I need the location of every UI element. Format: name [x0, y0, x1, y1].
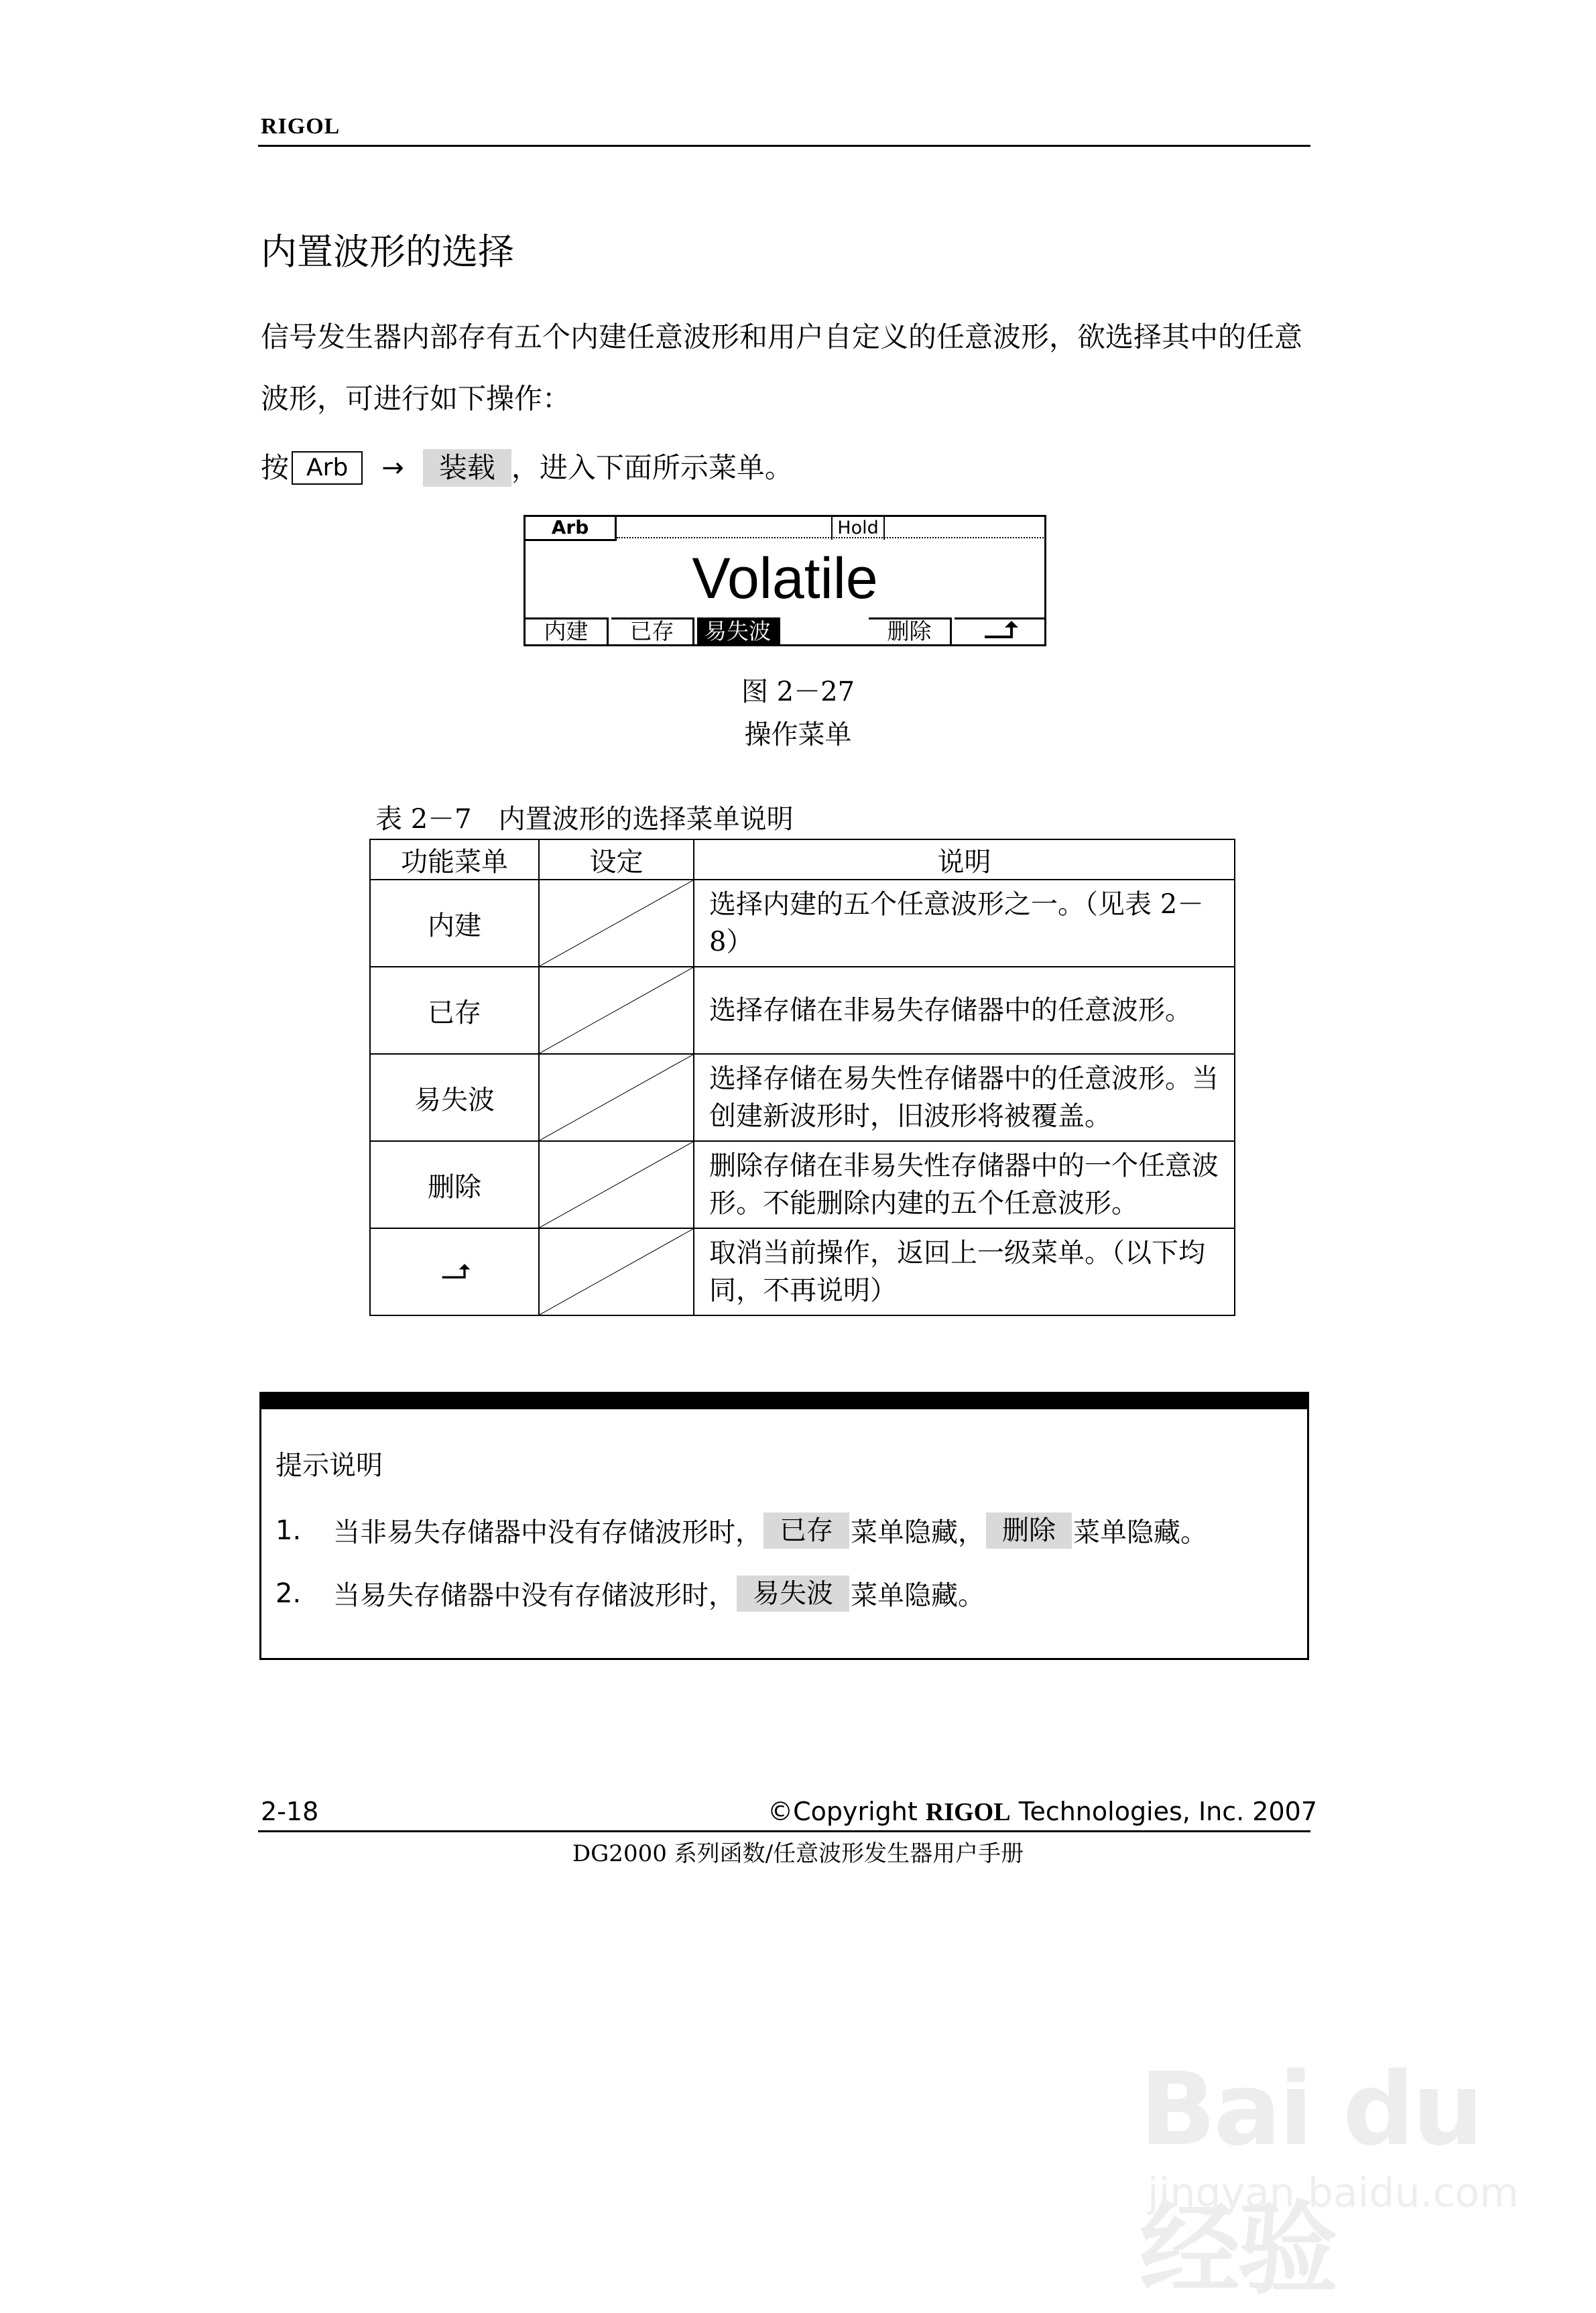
lcd-menu-builtin[interactable]: 内建 [526, 617, 609, 644]
lcd-hold-status: Hold [831, 517, 885, 540]
lcd-screen [524, 515, 1046, 646]
copyright [768, 1797, 1317, 1827]
tip-text: 菜单隐藏。 [851, 1580, 985, 1611]
row-function: 已存 [370, 967, 539, 1054]
header-rule [258, 145, 1310, 147]
intro-line-2: 波形，可进行如下操作： [261, 382, 571, 415]
row-setting-empty [539, 880, 694, 967]
header-description: 说明 [694, 839, 1235, 880]
volatile-softkey: 易失波 [737, 1576, 849, 1612]
instruction-rest: ，进入下面所示菜单。 [511, 451, 793, 484]
row-function: 删除 [370, 1141, 539, 1228]
figure-number: 图 2－27 [741, 676, 855, 707]
press-text: 按 [261, 451, 290, 484]
row-setting-empty [539, 1054, 694, 1141]
lcd-menu-return[interactable] [955, 617, 1044, 644]
header-setting: 设定 [539, 839, 694, 880]
return-icon [979, 619, 1020, 645]
lcd-status-bar [526, 517, 1044, 542]
tip-title: 提示说明 [275, 1450, 383, 1481]
table-row [370, 1141, 1235, 1228]
header-brand: RIGOL [261, 114, 341, 139]
row-description: 选择存储在非易失存储器中的任意波形。 [694, 967, 1235, 1054]
watermark-url: jingyan.baidu.com [1148, 2170, 1519, 2216]
intro-instruction [261, 449, 793, 487]
delete-softkey: 删除 [986, 1513, 1072, 1549]
tip-number: 2. [275, 1578, 302, 1609]
copyright-suffix: Technologies, Inc. 2007 [1018, 1797, 1317, 1826]
row-description: 选择内建的五个任意波形之一。（见表 2－8） [694, 880, 1235, 967]
copyright-brand: RIGOL [925, 1798, 1011, 1826]
row-description: 删除存储在非易失性存储器中的一个任意波形。不能删除内建的五个任意波形。 [694, 1141, 1235, 1228]
figure-caption: 操作菜单 [744, 719, 852, 750]
stored-softkey: 已存 [763, 1513, 849, 1549]
tip-item-1 [275, 1511, 1207, 1549]
lcd-mode-label: Arb [526, 517, 617, 541]
page-number: 2-18 [261, 1797, 319, 1826]
intro-line-1: 信号发生器内部存有五个内建任意波形和用户自定义的任意波形，欲选择其中的任意 [261, 320, 1303, 353]
table-caption: 表 2－7 内置波形的选择菜单说明 [375, 804, 794, 835]
copyright-prefix: ©Copyright [768, 1797, 918, 1826]
lcd-main-text: Volatile [692, 546, 878, 611]
manual-subtitle: DG2000 系列函数/任意波形发生器用户手册 [572, 1840, 1024, 1867]
arb-key: Arb [292, 451, 363, 485]
watermark-logo: Bai du 经验 [1140, 2052, 1481, 2308]
load-softkey: 装载 [423, 449, 511, 487]
row-setting-empty [539, 1228, 694, 1315]
return-icon [438, 1256, 471, 1287]
tip-text: 菜单隐藏。 [1073, 1517, 1207, 1548]
tip-text: 菜单隐藏， [851, 1517, 985, 1548]
row-function: 内建 [370, 880, 539, 967]
table-header-row [370, 839, 1235, 880]
table-row [370, 880, 1235, 967]
section-title: 内置波形的选择 [261, 231, 514, 273]
lcd-menu-stored[interactable]: 已存 [611, 617, 694, 644]
header-function: 功能菜单 [370, 839, 539, 880]
lcd-menu-volatile[interactable]: 易失波 [697, 617, 780, 644]
tip-item-2 [275, 1574, 985, 1612]
lcd-menu-empty [783, 617, 866, 644]
row-function: 易失波 [370, 1054, 539, 1141]
table-row [370, 967, 1235, 1054]
row-description: 取消当前操作，返回上一级菜单。（以下均同，不再说明） [694, 1228, 1235, 1315]
footer-rule [258, 1830, 1310, 1832]
table-row [370, 1228, 1235, 1315]
row-setting-empty [539, 1141, 694, 1228]
lcd-menu-delete[interactable]: 删除 [869, 617, 952, 644]
table-row [370, 1054, 1235, 1141]
tip-text: 当易失存储器中没有存储波形时， [333, 1580, 735, 1611]
row-function-return [370, 1228, 539, 1315]
tip-number: 1. [275, 1515, 302, 1546]
row-setting-empty [539, 967, 694, 1054]
arrow-icon: → [381, 453, 404, 483]
menu-description-table [369, 839, 1235, 1316]
row-description: 选择存储在易失性存储器中的任意波形。当创建新波形时，旧波形将被覆盖。 [694, 1054, 1235, 1141]
tip-text: 当非易失存储器中没有存储波形时， [333, 1517, 762, 1548]
lcd-menu-bar [526, 615, 1044, 644]
